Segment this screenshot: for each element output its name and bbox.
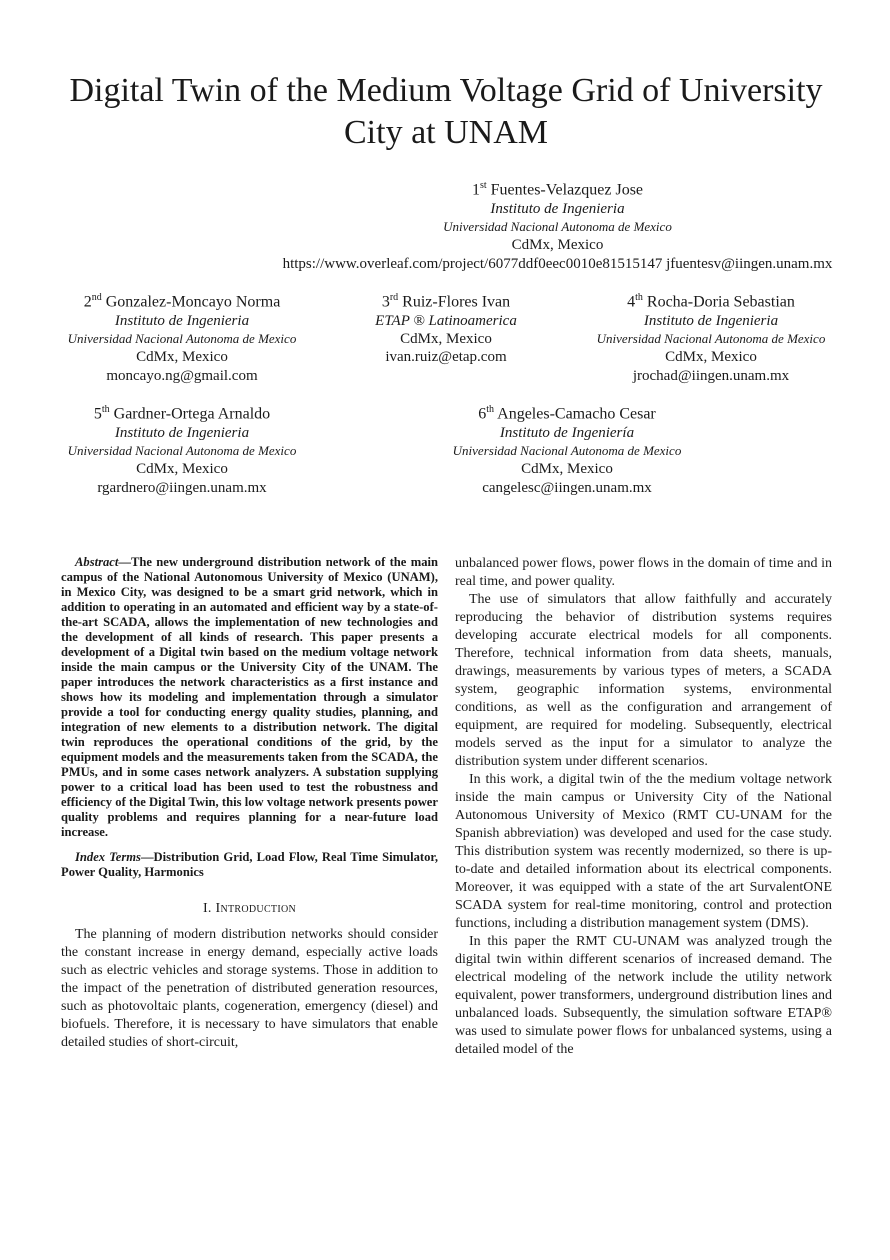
author-city: CdMx, Mexico bbox=[136, 461, 228, 478]
author-name: 4th Rocha-Doria Sebastian bbox=[627, 292, 795, 311]
index-terms bbox=[61, 850, 438, 880]
right-column bbox=[455, 555, 832, 1059]
author-name: 5th Gardner-Ortega Arnaldo bbox=[93, 404, 271, 423]
left-column bbox=[61, 555, 438, 1052]
author-email[interactable]: cangelesc@iingen.unam.mx bbox=[482, 479, 652, 496]
abstract-text: —The new underground distribution network of the main campus of the National Autonomous University of Mexico (UNAM), in Mexico City, was designed to be a smart grid network, which in addition to operating in an automated and efficient way by a state-of-the-art SCADA, allows the implementation of new technologies and the development of all kinds of research. This paper presents a development of a Digital twin based on the medium voltage network inside the main campus or the University City of the UNAM. The paper introduces the network characteristics as a first instance and shows how its modeling and implementation through a simulator provide a tool for conducting energy quality studies, planning, and integration of new elements to a distribution network. The digital twin reproduces the operational conditions of the grid, by the equipment models and the measurements taken from the SCADA, the PMUs, and in some cases network analyzers. A substation supplying power to a critical load has been used to test the robustness and efficiency of the Digital Twin, this low voltage network presents power quality problems and requires planning for a near-future load increase. bbox=[61, 555, 438, 839]
author-block-1 bbox=[270, 177, 845, 273]
paper-title: Digital Twin of the Medium Voltage Grid of University City at UNAM bbox=[69, 72, 823, 151]
paragraph: In this work, a digital twin of the the medium voltage network inside the main campus or University City of the National Autonomous University of Mexico (RMT CU-UNAM for the Spanish abbreviation) was developed and used for the case study. This distribution system was recently modernized, so there is up-to-date and detailed information about its electrical components. Moreover, it was equipped with a state of the art SurvalentONE SCADA system for real-time monitoring, control and protection functions, including a distribution management system (DMS). bbox=[455, 772, 832, 931]
paragraph: unbalanced power flows, power flows in the domain of time and in real time, and power quality. bbox=[455, 556, 832, 589]
index-terms-label: Index Terms bbox=[75, 850, 141, 864]
abstract-label: Abstract bbox=[75, 555, 119, 569]
author-university: Universidad Nacional Autonoma de Mexico bbox=[67, 442, 297, 458]
author-email[interactable]: moncayo.ng@gmail.com bbox=[106, 367, 258, 384]
author-name: 6th Angeles-Camacho Cesar bbox=[478, 404, 656, 423]
author-name: 3rd Ruiz-Flores Ivan bbox=[381, 292, 511, 311]
author-university: Universidad Nacional Autonoma de Mexico bbox=[452, 442, 682, 458]
author-institute: Instituto de Ingenieria bbox=[114, 312, 250, 329]
author-name: 1st Fuentes-Velazquez Jose bbox=[471, 180, 644, 199]
author-institute: ETAP ® Latinoamerica bbox=[375, 312, 517, 329]
author-name: 2nd Gonzalez-Moncayo Norma bbox=[83, 292, 281, 311]
author-contact[interactable]: https://www.overleaf.com/project/6077ddf0eec0010e81515147 jfuentesv@iingen.unam.mx bbox=[282, 255, 833, 272]
author-university: Universidad Nacional Autonoma de Mexico bbox=[67, 330, 297, 346]
author-institute: Instituto de Ingeniería bbox=[499, 424, 635, 441]
author-city: CdMx, Mexico bbox=[400, 330, 492, 347]
author-city: CdMx, Mexico bbox=[511, 237, 604, 254]
author-institute: Instituto de Ingenieria bbox=[114, 424, 250, 441]
paragraph: In this paper the RMT CU-UNAM was analyzed trough the digital twin within different scenarios of increased demand. The electrical modeling of the network include the utility network equivalent, power transformers, underground distribution lines and unbalanced loads. Subsequently, the simulation software ETAP® was used to simulate power flows for unbalanced systems, using a detailed model of the bbox=[455, 934, 832, 1057]
author-city: CdMx, Mexico bbox=[136, 349, 228, 366]
author-city: CdMx, Mexico bbox=[521, 461, 613, 478]
author-institute: Instituto de Ingenieria bbox=[490, 200, 625, 217]
author-block-3 bbox=[336, 289, 556, 367]
author-email[interactable]: jrochad@iingen.unam.mx bbox=[632, 367, 790, 384]
author-university: Universidad Nacional Autonoma de Mexico bbox=[443, 218, 672, 234]
paragraph: The use of simulators that allow faithfully and accurately reproducing the behavior of distribution systems requires developing accurate electrical models for all components. Therefore, technical information from data sheets, manuals, drawings, measurements by various types of meters, a SCADA system, geographic information systems, environmental conditions, as well as the configuration and arrangement of equipment, are required for modeling. Subsequently, electrical models served as the input for a simulator to analyze the distribution system under different scenarios. bbox=[455, 592, 832, 769]
author-city: CdMx, Mexico bbox=[665, 349, 757, 366]
index-terms-text: —Distribution Grid, Load Flow, Real Time Simulator, Power Quality, Harmonics bbox=[61, 850, 438, 879]
author-university: Universidad Nacional Autonoma de Mexico bbox=[596, 330, 826, 346]
paragraph: The planning of modern distribution networks should consider the constant increase in energy demand, especially active loads such as electric vehicles and storage systems. Those in addition to the impact of the penetration of distributed generation resources, such as photovoltaic plants, cogeneration, emergency (diesel) and biofuels. Therefore, it is necessary to have simulators that enable detailed studies of short-circuit, bbox=[61, 927, 438, 1050]
author-block-6 bbox=[437, 401, 697, 497]
author-block-4 bbox=[582, 289, 840, 385]
abstract bbox=[61, 555, 438, 840]
author-email[interactable]: ivan.ruiz@etap.com bbox=[385, 349, 507, 366]
section-heading-introduction: I. Introduction bbox=[202, 901, 297, 916]
author-institute: Instituto de Ingenieria bbox=[643, 312, 779, 329]
author-email[interactable]: rgardnero@iingen.unam.mx bbox=[97, 479, 267, 496]
author-block-5 bbox=[52, 401, 312, 497]
author-block-2 bbox=[52, 289, 312, 385]
